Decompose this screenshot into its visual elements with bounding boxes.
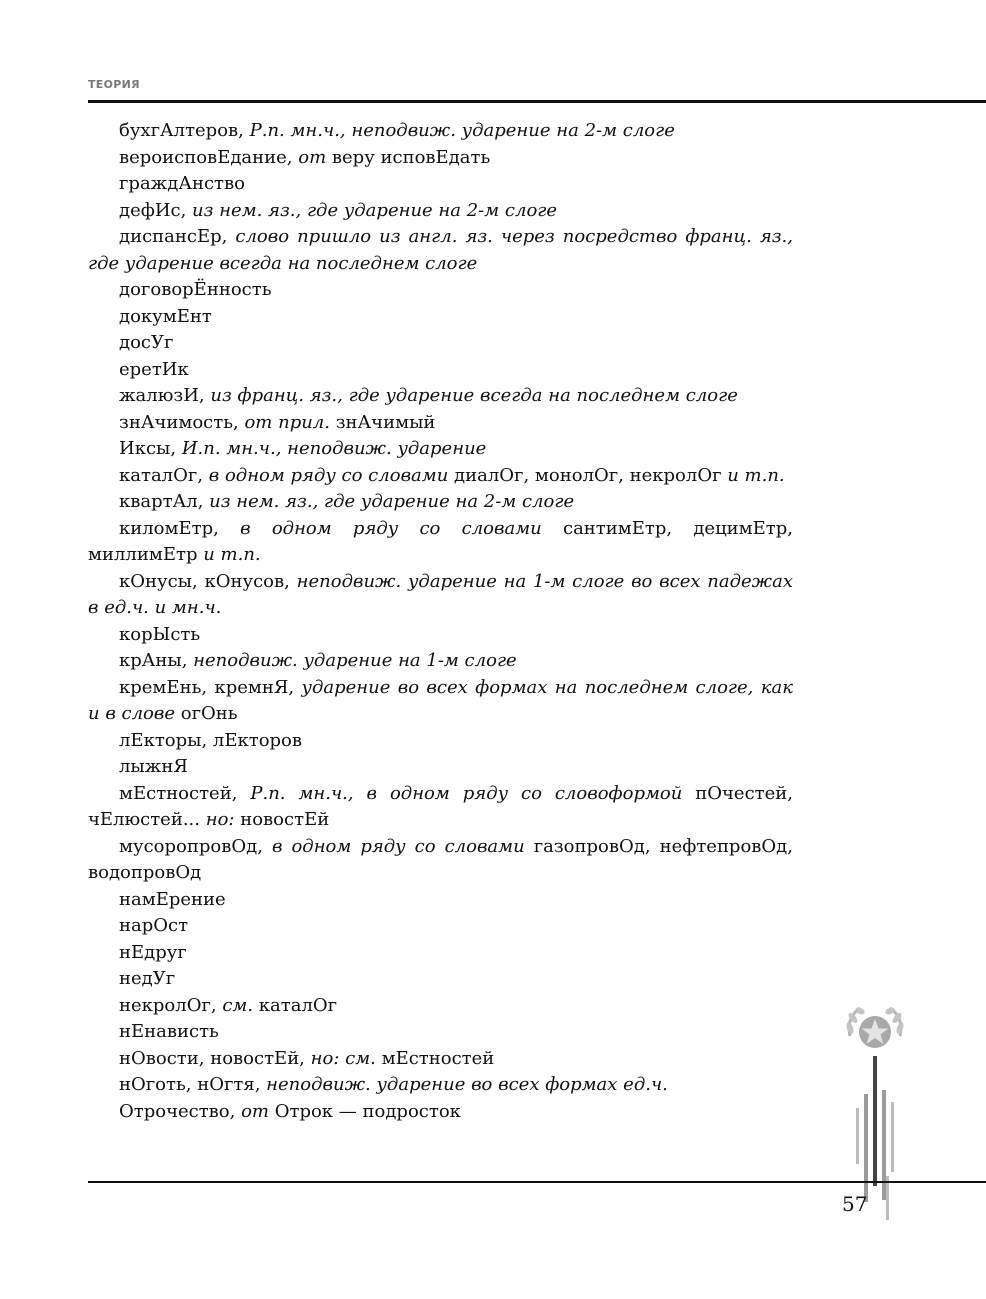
- dictionary-entry: [88, 887, 793, 914]
- entry-note: см.: [222, 994, 259, 1016]
- dictionary-entry: [88, 1046, 793, 1073]
- dictionary-entry: [88, 622, 793, 649]
- entry-word: кОнусы, кОнусов,: [119, 570, 297, 592]
- entry-word: кремЕнь, кремнЯ,: [119, 676, 302, 698]
- entry-word: досУг: [119, 332, 174, 353]
- entry-word: нарОст: [119, 915, 189, 936]
- dictionary-entry: [88, 569, 793, 622]
- dictionary-entry: [88, 754, 793, 781]
- entry-word: бухгАлтеров,: [119, 120, 250, 141]
- entry-note: в одном ряду со словами: [208, 464, 455, 486]
- dictionary-entry: [88, 1019, 793, 1046]
- entry-note: Р.п. мн.ч., в одном ряду со словоформой: [250, 782, 696, 804]
- dictionary-entry: [88, 410, 793, 437]
- dictionary-entry: [88, 648, 793, 675]
- dictionary-entry: [88, 357, 793, 384]
- entry-note: но: см.: [310, 1047, 382, 1069]
- entry-word: некролОг,: [119, 994, 223, 1016]
- entry-note: ударение во всех формах на последнем слоге, как и в слове: [88, 676, 793, 724]
- entry-word: Отрок — подросток: [274, 1100, 461, 1122]
- entry-word: сантимЕтр, децимЕтр, миллимЕтр: [88, 517, 793, 565]
- dictionary-entries: [88, 118, 793, 1125]
- entry-word: знАчимость,: [119, 411, 245, 433]
- dictionary-entry: [88, 224, 793, 277]
- dictionary-entry: [88, 1072, 793, 1099]
- entry-word: огОнь: [180, 703, 238, 724]
- entry-word: недУг: [119, 968, 176, 989]
- footer-rule: [88, 1181, 986, 1183]
- entry-word: нОвости, новостЕй,: [119, 1047, 311, 1069]
- dictionary-entry: [88, 913, 793, 940]
- entry-word: еретИк: [119, 358, 189, 380]
- entry-word: каталОг: [258, 994, 338, 1016]
- entry-word: Отрочество,: [119, 1100, 242, 1122]
- entry-note: из нем. яз., где ударение на 2-м слоге: [209, 491, 575, 512]
- entry-note: и т.п.: [203, 544, 261, 565]
- dictionary-entry: [88, 1099, 793, 1126]
- dictionary-entry: [88, 145, 793, 172]
- entry-word: веру исповЕдать: [331, 146, 491, 168]
- entry-word: квартАл,: [119, 491, 210, 512]
- dictionary-entry: [88, 940, 793, 967]
- entry-word: мусоропровОд,: [119, 835, 272, 857]
- entry-note: от прил.: [244, 411, 336, 433]
- entry-note: в одном ряду со словами: [271, 835, 534, 857]
- entry-note: слово пришло из англ. яз. через посредство франц. яз., где ударение всегда на последнем слоге: [88, 226, 793, 274]
- entry-word: газопровОд, нефтепровОд, водопровОд: [88, 835, 793, 883]
- entry-note: неподвиж. ударение на 1-м слоге: [193, 650, 517, 671]
- dictionary-entry: [88, 675, 793, 728]
- entry-note: из франц. яз., где ударение всегда на последнем слоге: [210, 385, 738, 406]
- dictionary-entry: [88, 436, 793, 463]
- entry-word: нОготь, нОгтя,: [119, 1074, 267, 1095]
- entry-word: договорЁнность: [119, 279, 272, 300]
- entry-word: диспансЕр,: [119, 226, 236, 247]
- entry-note: неподвиж. ударение во всех формах ед.ч.: [266, 1074, 668, 1095]
- entry-word: лЕкторы, лЕкторов: [119, 729, 303, 751]
- entry-word: нЕдруг: [119, 941, 187, 963]
- entry-word: вероисповЕдание,: [119, 146, 299, 168]
- entry-note: но:: [205, 809, 241, 830]
- header-rule: [88, 100, 986, 103]
- entry-word: граждАнство: [119, 173, 245, 194]
- entry-word: мЕстностей,: [119, 782, 251, 804]
- dictionary-entry: [88, 171, 793, 198]
- dictionary-entry: [88, 304, 793, 331]
- entry-word: мЕстностей: [381, 1047, 495, 1069]
- entry-word: намЕрение: [119, 888, 226, 910]
- dictionary-entry: [88, 993, 793, 1020]
- dictionary-entry: [88, 489, 793, 516]
- dictionary-entry: [88, 834, 793, 887]
- entry-word: жалюзИ,: [119, 385, 211, 406]
- section-header: ТЕОРИЯ: [88, 78, 140, 91]
- entry-word: знАчимый: [335, 411, 436, 433]
- entry-word: каталОг,: [119, 464, 209, 486]
- dictionary-entry: [88, 277, 793, 304]
- entry-note: от: [298, 146, 332, 168]
- dictionary-entry: [88, 118, 793, 145]
- entry-word: нЕнависть: [119, 1021, 219, 1042]
- entry-note: Р.п. мн.ч., неподвиж. ударение на 2-м слоге: [249, 120, 675, 141]
- entry-word: лыжнЯ: [119, 756, 188, 777]
- entry-word: корЫсть: [119, 623, 201, 645]
- dictionary-entry: [88, 728, 793, 755]
- entry-word: дефИс,: [119, 199, 193, 221]
- entry-word: новостЕй: [240, 809, 330, 830]
- dictionary-entry: [88, 463, 793, 490]
- dictionary-entry: [88, 383, 793, 410]
- entry-note: И.п. мн.ч., неподвиж. ударение: [181, 438, 487, 459]
- entry-note: в одном ряду со словами: [240, 517, 563, 539]
- dictionary-entry: [88, 330, 793, 357]
- dictionary-entry: [88, 516, 793, 569]
- entry-note: из нем. яз., где ударение на 2-м слоге: [192, 199, 558, 221]
- page-number: 57: [842, 1192, 868, 1216]
- entry-word: Иксы,: [119, 438, 182, 459]
- entry-word: диалОг, монолОг, некролОг: [454, 464, 728, 486]
- entry-word: крАны,: [119, 650, 194, 671]
- dictionary-entry: [88, 198, 793, 225]
- entry-word: киломЕтр,: [119, 517, 241, 539]
- dictionary-entry: [88, 781, 793, 834]
- entry-note: неподвиж. ударение на 1-м слоге во всех падежах в ед.ч. и мн.ч.: [88, 570, 793, 618]
- dictionary-entry: [88, 966, 793, 993]
- entry-note: от: [241, 1100, 275, 1122]
- entry-word: докумЕнт: [119, 305, 212, 327]
- entry-note: и т.п.: [727, 464, 785, 486]
- entry-word: пОчестей, чЕлюстей...: [88, 782, 793, 830]
